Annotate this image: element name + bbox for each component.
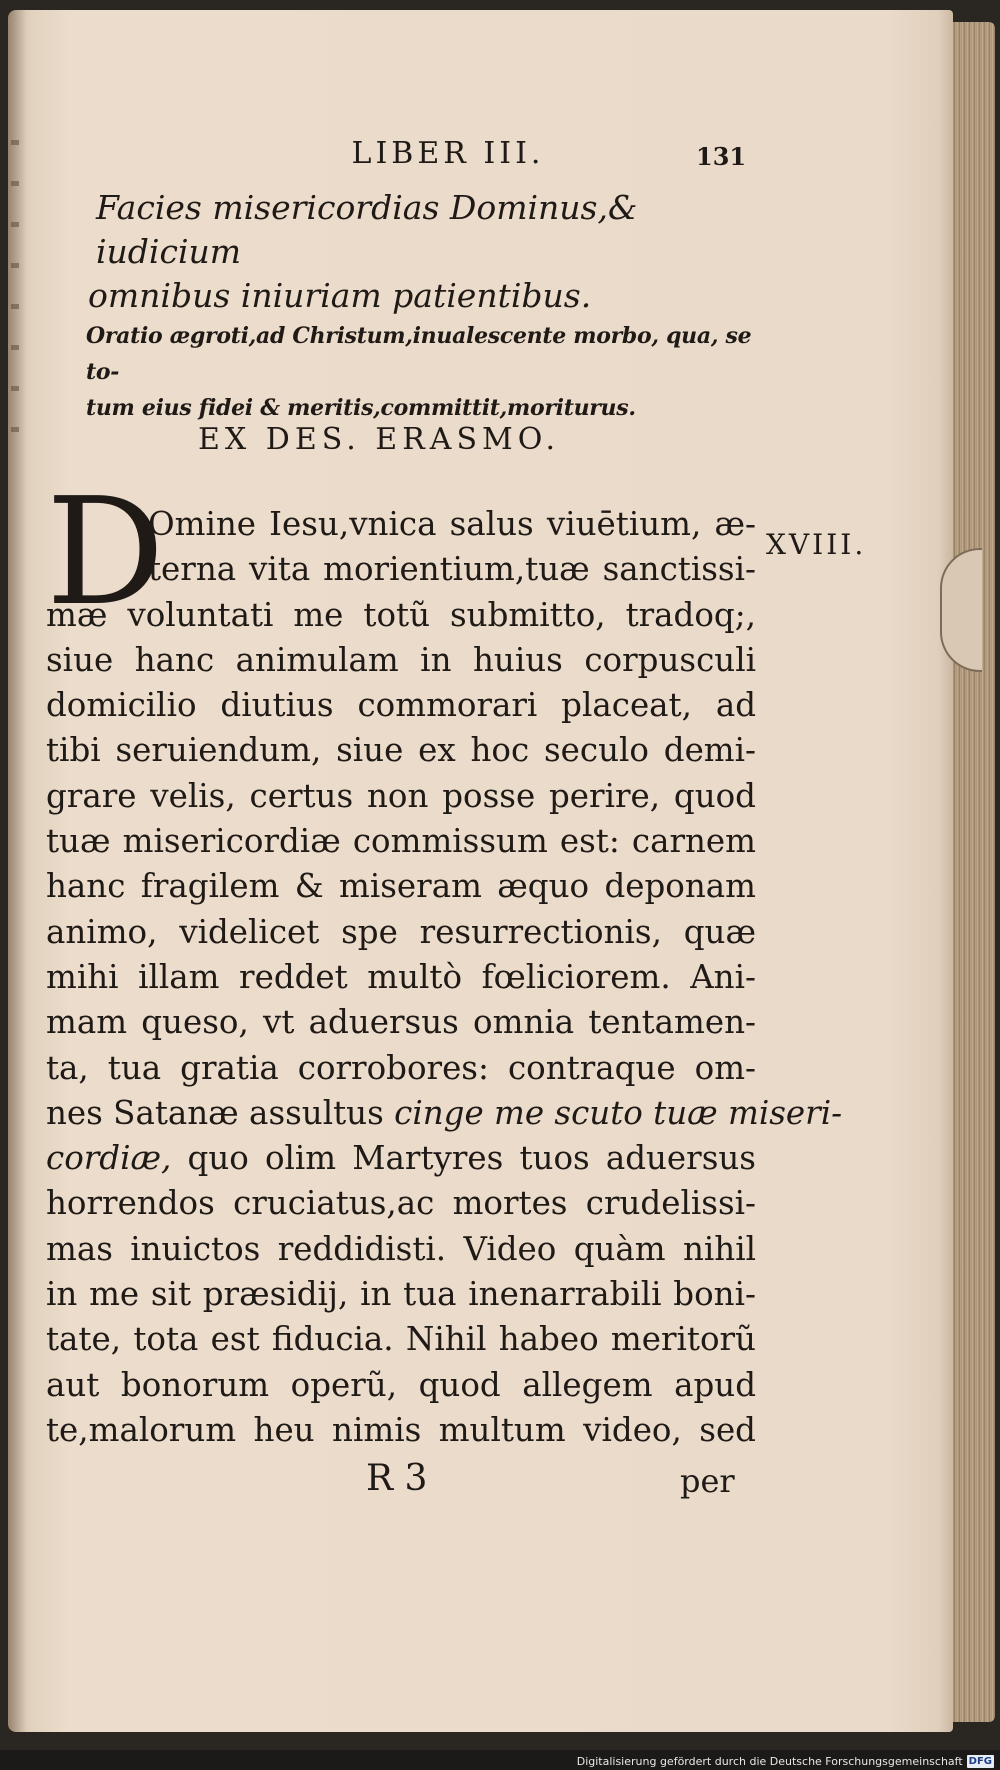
body-line: mihi illam reddet multò fœliciorem. Ani- [46, 957, 756, 996]
caption-line: Oratio ægroti,ad Christum,inualescente morbo, qua, se to- [86, 323, 752, 385]
body-line: hanc fragilem & miseram æquo deponam [46, 867, 756, 906]
running-head: LIBER III. [351, 136, 545, 171]
body-line: te,malorum heu nimis multum video, sed [46, 1410, 756, 1449]
body-line: tate, tota est fiducia. Nihil habeo meritorũ [46, 1320, 756, 1359]
body-line-plain: nes Satanæ assultus [46, 1093, 395, 1132]
book-fore-edge [951, 22, 995, 1722]
body-line [46, 1136, 756, 1181]
body-line: tibi seruiendum, siue ex hoc seculo demi- [46, 731, 756, 770]
marginal-number: XVIII. [766, 528, 867, 561]
body-line-plain: quo olim Martyres tuos aduersus [171, 1139, 756, 1178]
book-page [8, 10, 953, 1732]
body-line [46, 1091, 843, 1136]
verse-line: Facies misericordias Dominus,& iudicium [96, 188, 638, 271]
credit-text: Digitalisierung gefördert durch die Deutsche Forschungsgemeinschaft [576, 1754, 963, 1768]
source-heading: EX DES. ERASMO. [198, 422, 561, 457]
body-line: in me sit præsidij, in tua inenarrabili boni- [46, 1275, 756, 1314]
signature-mark: R 3 [366, 1458, 428, 1499]
catchword: per [680, 1462, 735, 1500]
body-line: siue hanc animulam in huius corpusculi [46, 640, 756, 679]
body-line: mas inuictos reddidisti. Video quàm nihil [46, 1229, 756, 1268]
digitization-credit [577, 1752, 994, 1770]
page-number: 131 [696, 142, 747, 171]
body-line-italic: cinge me scuto tuæ miseri- [394, 1093, 843, 1132]
dfg-logo-icon: DFG [968, 1755, 992, 1767]
body-line: terna vita morientium,tuæ sanctissi- [148, 550, 756, 589]
body-line: aut bonorum operũ, quod allegem apud [46, 1365, 756, 1404]
body-line: Omine Iesu,vnica salus viuētium, æ- [148, 505, 756, 543]
verse-line: omnibus iniuriam patientibus. [88, 276, 592, 315]
page-tab-marker [940, 548, 982, 672]
body-line: horrendos cruciatus,ac mortes crudelissi- [46, 1184, 756, 1223]
prayer-caption [86, 318, 766, 426]
body-line: domicilio diutius commorari placeat, ad [46, 686, 756, 725]
gutter-marks [8, 140, 22, 468]
body-line: mæ voluntati me totũ submitto, tradoq;, [46, 595, 756, 634]
body-line-italic: cordiæ, [46, 1139, 172, 1178]
body-line: grare velis, certus non posse perire, quod [46, 776, 756, 815]
body-line: animo, videlicet spe resurrectionis, quæ [46, 912, 756, 951]
caption-line: tum eius fidei & meritis,committit,moriturus. [86, 395, 636, 421]
body-line: ta, tua gratia corrobores: contraque om- [46, 1048, 756, 1087]
body-line: mam queso, vt aduersus omnia tentamen- [46, 1003, 756, 1042]
verse-quote [88, 186, 766, 318]
drop-cap: D [46, 466, 165, 638]
body-line: tuæ misericordiæ commissum est: carnem [46, 822, 756, 861]
